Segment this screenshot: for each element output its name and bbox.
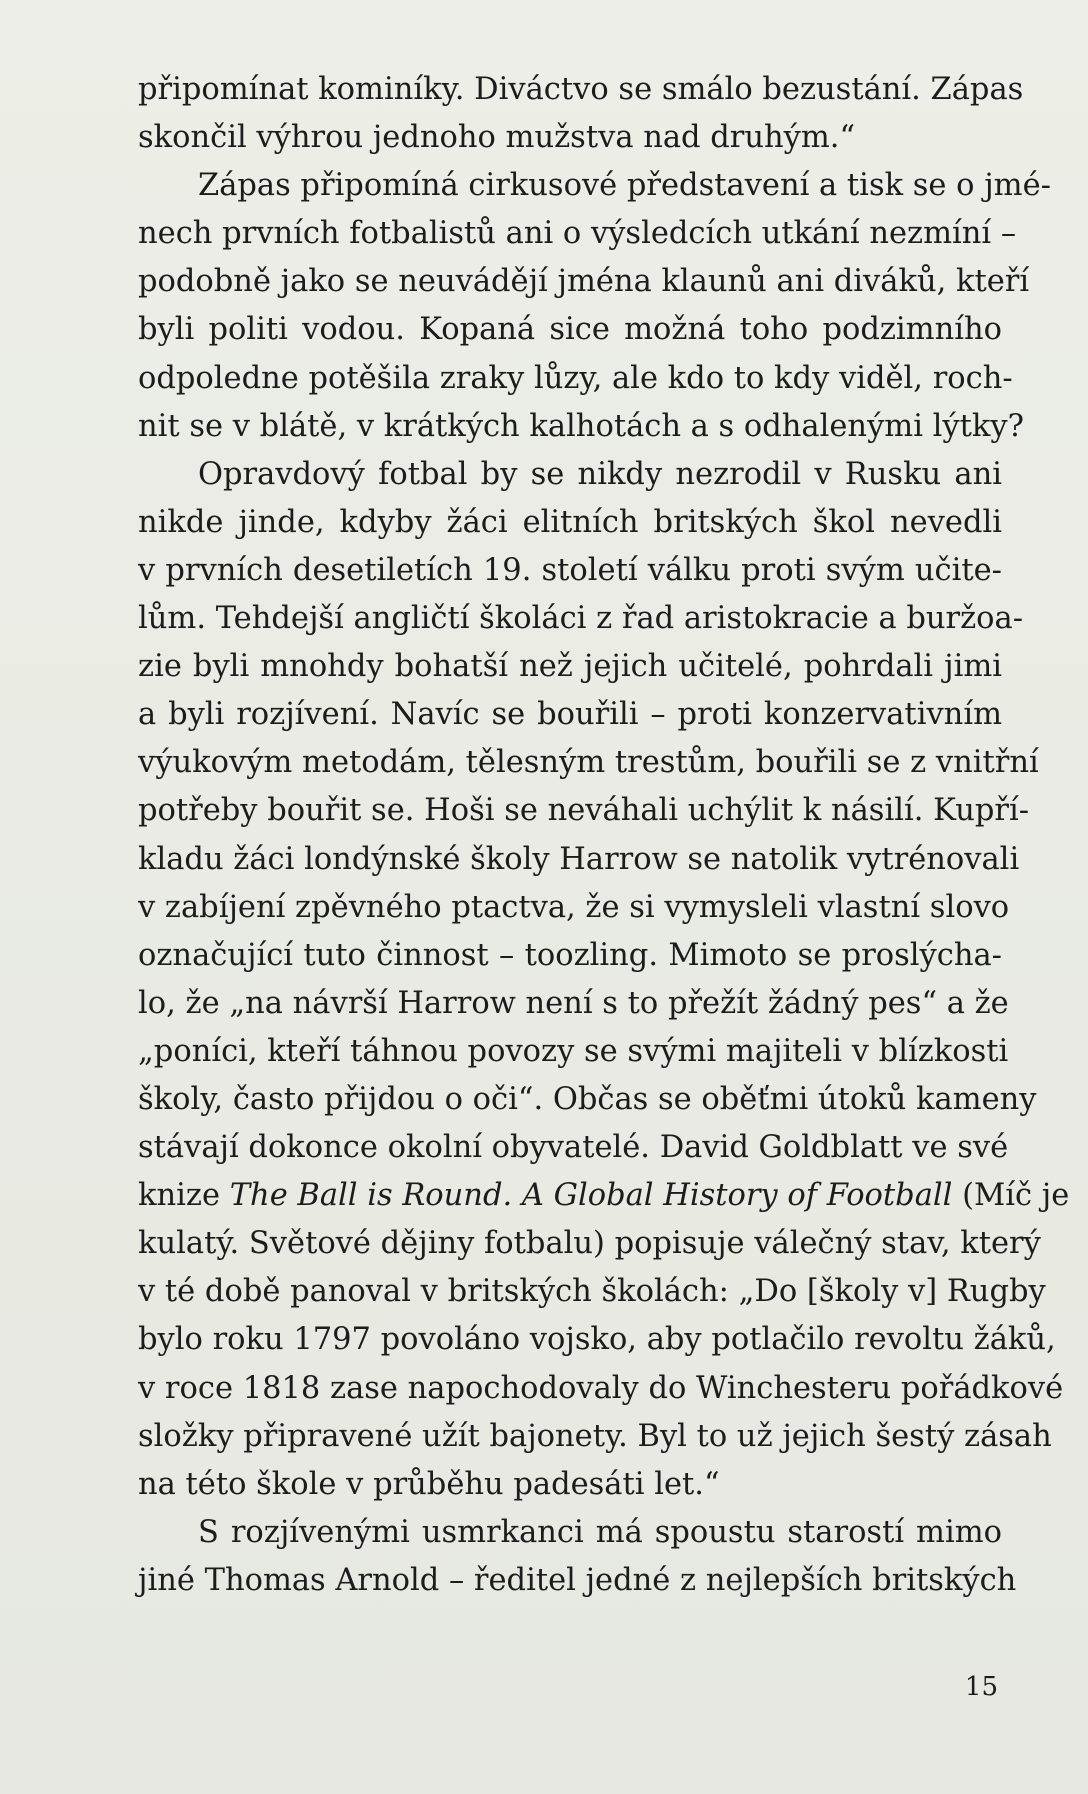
text-line: a byli rozjívení. Navíc se bouřili – proti konzervativním [138, 697, 1002, 733]
text-line: kulatý. Světové dějiny fotbalu) popisuje válečný stav, který [138, 1226, 1041, 1262]
text-line: „poníci, kteří táhnou povozy se svými majiteli v blízkosti [138, 1033, 1009, 1069]
text-line-with-italic-title [138, 1172, 1070, 1220]
book-title-italic: The Ball is Round. A Global History of Football [229, 1178, 953, 1214]
text-line: nikde jinde, kdyby žáci elitních britských škol nevedli [138, 504, 1002, 540]
text-line: v zabíjení zpěvného ptactva, že si vymysleli vlastní slovo [138, 889, 1010, 925]
text-line: výukovým metodám, tělesným trestům, bouřili se z vnitřní [138, 745, 1039, 781]
text-line: bylo roku 1797 povoláno vojsko, aby potlačilo revoltu žáků, [138, 1322, 1056, 1358]
paragraph-start-line: Opravdový fotbal by se nikdy nezrodil v Rusku ani [198, 456, 1002, 492]
text-line: na této škole v průběhu padesáti let.“ [138, 1466, 720, 1502]
text-line: v roce 1818 zase napochodovaly do Winchesteru pořádkové [138, 1370, 1064, 1406]
page-number: 15 [964, 1672, 998, 1702]
text-line: v prvních desetiletích 19. století válku proti svým učite- [138, 552, 1002, 588]
text-segment: knize [138, 1178, 230, 1214]
text-line: v té době panoval v britských školách: „Do [školy v] Rugby [138, 1274, 1046, 1310]
text-line: nech prvních fotbalistů ani o výsledcích utkání nezmíní – [138, 216, 1017, 252]
paragraph-start-line: Zápas připomíná cirkusové představení a tisk se o jmé- [198, 168, 1051, 204]
text-line: lo, že „na návrší Harrow není s to přežít žádný pes“ a že [138, 985, 1009, 1021]
body-text [138, 66, 1070, 1605]
paragraph-start-line: S rozjívenými usmrkanci má spoustu starostí mimo [198, 1514, 1002, 1550]
text-line: školy, často přijdou o oči“. Občas se oběťmi útoků kameny [138, 1081, 1037, 1117]
text-line: složky připravené užít bajonety. Byl to už jejich šestý zásah [138, 1418, 1052, 1454]
text-line: potřeby bouřit se. Hoši se neváhali uchýlit k násilí. Kupří- [138, 793, 1030, 829]
text-line: stávají dokonce okolní obyvatelé. David Goldblatt ve své [138, 1130, 1009, 1166]
text-line: lům. Tehdejší angličtí školáci z řad aristokracie a buržoa- [138, 601, 1024, 637]
text-segment: (Míč je [952, 1178, 1070, 1214]
text-line: zie byli mnohdy bohatší než jejich učitelé, pohrdali jimi [138, 649, 1002, 685]
text-line: jiné Thomas Arnold – ředitel jedné z nejlepších britských [138, 1562, 1017, 1598]
text-line: odpoledne potěšila zraky lůzy, ale kdo to kdy viděl, roch- [138, 360, 1013, 396]
text-line: skončil výhrou jednoho mužstva nad druhým.“ [138, 120, 856, 156]
text-line: nit se v blátě, v krátkých kalhotách a s odhalenými lýtky? [138, 408, 1024, 444]
text-line: podobně jako se neuvádějí jména klaunů ani diváků, kteří [138, 264, 1030, 300]
text-line: byli politi vodou. Kopaná sice možná toho podzimního [138, 312, 1002, 348]
text-line: označující tuto činnost – toozling. Mimoto se proslýcha- [138, 937, 1002, 973]
text-line: připomínat kominíky. Diváctvo se smálo bezustání. Zápas [138, 72, 1024, 107]
text-line: kladu žáci londýnské školy Harrow se natolik vytrénovali [138, 841, 1020, 877]
